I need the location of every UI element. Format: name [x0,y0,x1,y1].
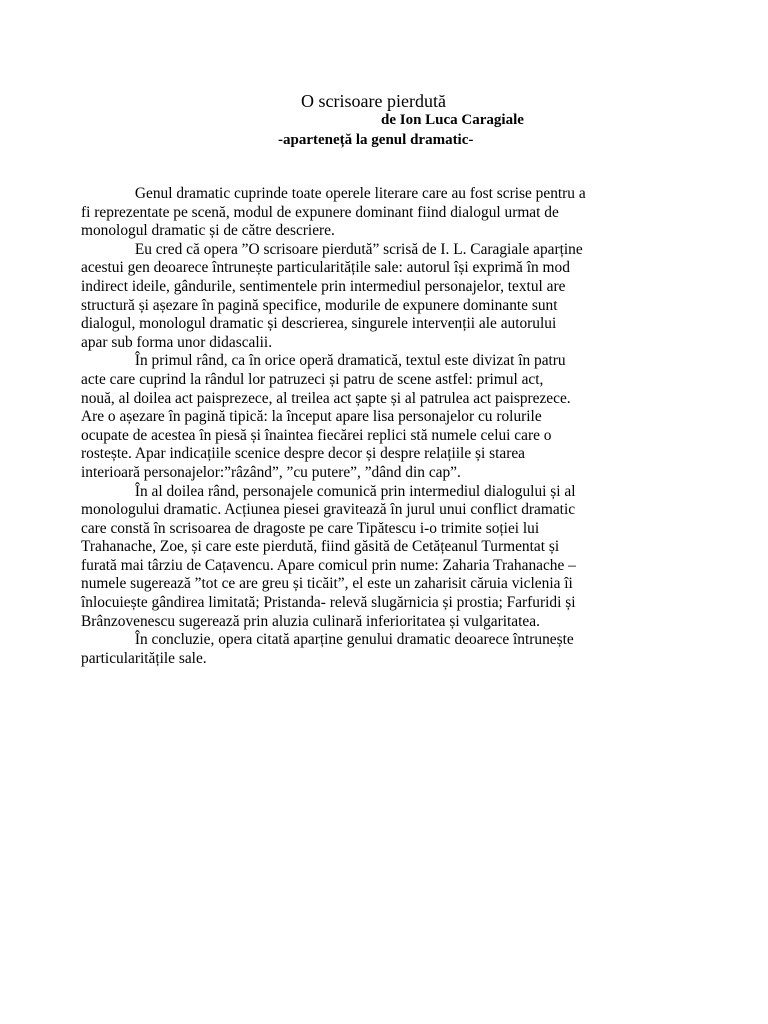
text-line: particularitățile sale. [81,649,207,667]
text-line: interioară personajelor:”râzând”, ”cu putere”, ”dând din cap”. [81,463,461,481]
text-line: care constă în scrisoarea de dragoste pe care Tipătescu i-o trimite soției lui [81,519,540,537]
text-line: Are o așezare în pagină tipică: la început apare lisa personajelor cu rolurile [81,408,542,426]
text-line: rostește. Apar indicațiile scenice despre decor și despre relațiile și starea [81,445,526,463]
document-author: de Ion Luca Caragiale [381,112,524,128]
document-body [81,185,721,668]
text-line: furată mai târziu de Cațavencu. Apare comicul prin nume: Zaharia Trahanache – [81,556,576,574]
text-line: acte care cuprind la rândul lor patruzeci și patru de scene astfel: primul act, [81,370,544,388]
text-line: monologul dramatic și de către descriere. [81,222,335,240]
text-line: monologului dramatic. Acțiunea piesei gravitează în jurul unui conflict dramatic [81,501,576,519]
text-line: apar sub forma unor didascalii. [81,333,273,351]
document-title: O scrisoare pierdută [301,91,446,111]
text-line: fi reprezentate pe scenă, modul de expunere dominant fiind dialogul urmat de [81,203,559,221]
text-line: În primul rând, ca în orice operă dramatică, textul este divizat în patru [81,352,566,370]
text-line: Brânzovenescu sugerează prin aluzia culinară inferioritatea și vulgaritatea. [81,612,540,630]
text-line: indirect ideile, gândurile, sentimentele prin intermediul personajelor, textul are [81,277,566,295]
text-line: Trahanache, Zoe, și care este pierdută, fiind găsită de Cetățeanul Turmentat și [81,538,560,556]
text-line: Eu cred că opera ”O scrisoare pierdută” scrisă de I. L. Caragiale aparține [81,240,583,258]
text-line: Genul dramatic cuprinde toate operele literare care au fost scrise pentru a [81,185,586,202]
text-line: În concluzie, opera citată aparține genului dramatic deoarece întrunește [81,631,574,649]
text-line: ocupate de acestea în piesă și înaintea fiecărei replici stă numele celui care o [81,426,552,444]
text-line: acestui gen deoarece întrunește particularitățile sale: autorul își exprimă în mod [81,259,570,277]
text-line: dialogul, monologul dramatic și descrierea, singurele intervenții ale autorului [81,315,557,333]
text-line: numele sugerează ”tot ce are greu și ticăit”, el este un zaharisit căruia viclenia îi [81,575,573,593]
text-line: structură și așezare în pagină specifice, modurile de expunere dominante sunt [81,296,558,314]
text-line: înlocuiește gândirea limitată; Pristanda- relevă slugărnicia și prostia; Farfuridi și [81,594,576,612]
text-line: În al doilea rând, personajele comunică prin intermediul dialogului și al [81,482,576,500]
document-subtitle: -aparteneță la genul dramatic- [278,132,474,148]
text-line: nouă, al doilea act paisprezece, al treilea act șapte și al patrulea act paisprezece. [81,389,571,407]
